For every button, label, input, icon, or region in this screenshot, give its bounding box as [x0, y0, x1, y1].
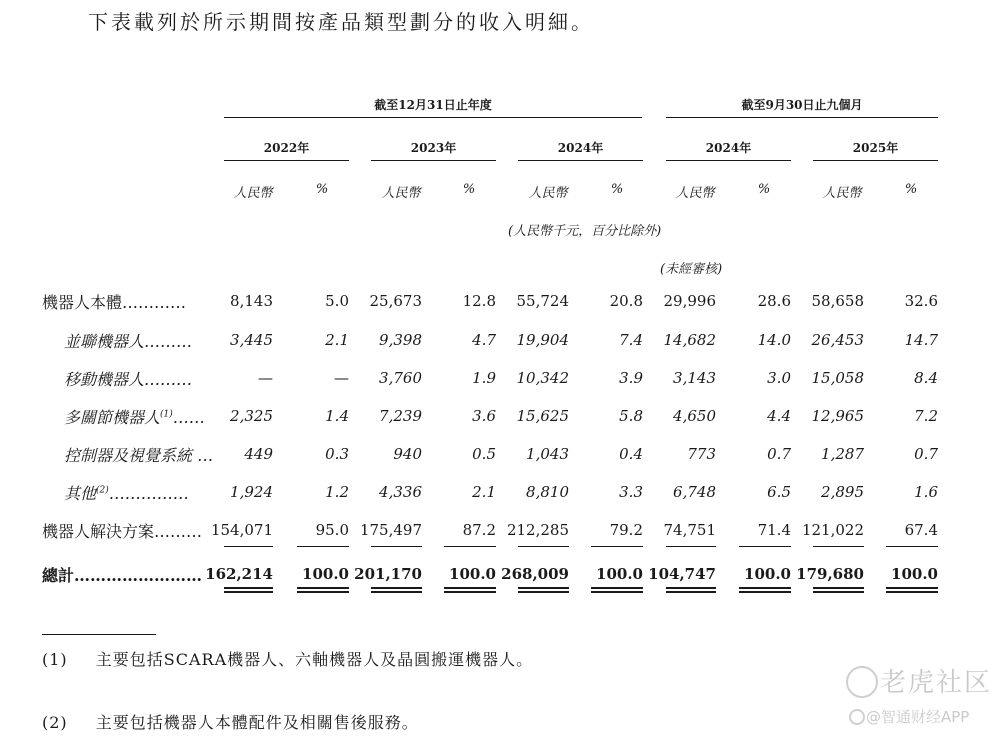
table-cell-r6-c1: 95.0: [315, 521, 349, 539]
currency-label-2: 人民幣: [528, 186, 568, 201]
percent-label-1: %: [462, 182, 476, 197]
row-label-5: 其他$^{(2)}$……………: [64, 484, 189, 503]
table-cell-r7-c1: 100.0: [302, 565, 349, 583]
table-cell-r5-c5: 3.3: [619, 483, 643, 501]
year-header-rule-3: [666, 160, 791, 161]
table-cell-r2-c9: 8.4: [914, 369, 938, 387]
watermark-tiger: 老虎社区: [880, 668, 993, 698]
table-cell-r5-c7: 6.5: [767, 483, 791, 501]
table-cell-r6-c8: 121,022: [801, 521, 864, 539]
currency-label-1: 人民幣: [381, 186, 421, 201]
footnote-1-num: (1): [42, 650, 68, 669]
row-label-7: 總計……………………: [42, 566, 203, 585]
row-label-superscript-5: (2): [96, 485, 109, 496]
table-cell-r7-c9: 100.0: [891, 565, 938, 583]
table-cell-r5-c2: 4,336: [379, 483, 422, 501]
year-header-rule-1: [371, 160, 496, 161]
table-cell-r0-c5: 20.8: [609, 292, 643, 310]
total-double-rule-5-1: [591, 591, 643, 593]
table-cell-r4-c8: 1,287: [821, 445, 864, 463]
year-header-rule-2: [518, 160, 643, 161]
table-cell-r5-c1: 1.2: [325, 483, 349, 501]
table-cell-r5-c9: 1.6: [914, 483, 938, 501]
table-cell-r6-c9: 67.4: [904, 521, 938, 539]
table-cell-r0-c3: 12.8: [462, 292, 496, 310]
row-label-0: 機器人本體…………: [42, 293, 187, 312]
table-cell-r1-c4: 19,904: [516, 331, 569, 349]
year-header-1: 2023年: [410, 141, 457, 155]
row-label-2: 移動機器人………: [64, 370, 193, 389]
table-cell-r6-c0: 154,071: [210, 521, 273, 539]
total-double-rule-9-1: [886, 591, 938, 593]
unit-note: (人民幣千元，百分比除外): [508, 224, 662, 239]
total-double-rule-4-1: [518, 591, 569, 593]
table-cell-r0-c1: 5.0: [325, 292, 349, 310]
table-cell-r1-c7: 14.0: [757, 331, 791, 349]
total-double-rule-4-0: [518, 587, 569, 589]
table-cell-r0-c6: 29,996: [663, 292, 716, 310]
tiger-logo-icon: [846, 666, 878, 698]
table-cell-r1-c6: 14,682: [663, 331, 716, 349]
subtotal-rule-1: [297, 546, 349, 547]
table-cell-r0-c4: 55,724: [516, 292, 569, 310]
table-cell-r2-c1: —: [334, 369, 349, 387]
total-double-rule-6-1: [666, 591, 716, 593]
table-cell-r4-c5: 0.4: [619, 445, 643, 463]
table-cell-r2-c6: 3,143: [673, 369, 716, 387]
percent-label-4: %: [904, 182, 918, 197]
subtotal-rule-7: [739, 546, 791, 547]
table-cell-r0-c0: 8,143: [230, 292, 273, 310]
table-cell-r5-c8: 2,895: [821, 483, 864, 501]
table-cell-r7-c4: 268,009: [501, 565, 569, 583]
header-rule-group2: [666, 117, 938, 118]
table-cell-r2-c0: —: [258, 369, 273, 387]
subtotal-rule-3: [444, 546, 496, 547]
row-label-superscript-3: (1): [160, 409, 173, 420]
header-group-full-year: 截至12月31日止年度: [374, 98, 492, 112]
table-cell-r3-c8: 12,965: [811, 407, 864, 425]
percent-label-0: %: [315, 182, 329, 197]
table-cell-r7-c6: 104,747: [648, 565, 716, 583]
table-cell-r4-c6: 773: [687, 445, 716, 463]
total-double-rule-9-0: [886, 587, 938, 589]
table-cell-r1-c3: 4.7: [472, 331, 496, 349]
table-cell-r4-c9: 0.7: [914, 445, 938, 463]
table-cell-r2-c8: 15,058: [811, 369, 864, 387]
row-label-3: 多關節機器人$^{(1)}$……: [64, 408, 205, 427]
table-cell-r5-c3: 2.1: [472, 483, 496, 501]
table-cell-r3-c1: 1.4: [325, 407, 349, 425]
footnote-2-num: (2): [42, 713, 68, 732]
percent-label-2: %: [610, 182, 624, 197]
table-cell-r7-c0: 162,214: [205, 565, 273, 583]
currency-label-3: 人民幣: [675, 186, 715, 201]
total-double-rule-3-1: [444, 591, 496, 593]
table-cell-r0-c7: 28.6: [757, 292, 791, 310]
table-cell-r0-c8: 58,658: [811, 292, 864, 310]
subtotal-rule-0: [224, 546, 273, 547]
table-cell-r3-c2: 7,239: [379, 407, 422, 425]
table-cell-r1-c2: 9,398: [379, 331, 422, 349]
total-double-rule-6-0: [666, 587, 716, 589]
table-cell-r3-c9: 7.2: [914, 407, 938, 425]
table-cell-r7-c3: 100.0: [449, 565, 496, 583]
table-cell-r4-c0: 449: [244, 445, 273, 463]
table-cell-r1-c5: 7.4: [619, 331, 643, 349]
subtotal-rule-9: [886, 546, 938, 547]
table-cell-r6-c4: 212,285: [506, 521, 569, 539]
total-double-rule-0-0: [224, 587, 273, 589]
year-header-rule-0: [224, 160, 349, 161]
total-double-rule-2-1: [371, 591, 422, 593]
table-cell-r3-c6: 4,650: [673, 407, 716, 425]
table-cell-r7-c2: 201,170: [354, 565, 422, 583]
table-cell-r1-c9: 14.7: [904, 331, 938, 349]
table-cell-r4-c3: 0.5: [472, 445, 496, 463]
header-rule-group1: [224, 117, 642, 118]
total-double-rule-0-1: [224, 591, 273, 593]
table-cell-r4-c4: 1,043: [526, 445, 569, 463]
total-double-rule-8-0: [813, 587, 864, 589]
currency-label-4: 人民幣: [822, 186, 862, 201]
table-cell-r5-c0: 1,924: [230, 483, 273, 501]
row-label-6: 機器人解決方案………: [42, 522, 203, 541]
table-cell-r4-c1: 0.3: [325, 445, 349, 463]
table-cell-r1-c1: 2.1: [325, 331, 349, 349]
table-cell-r6-c3: 87.2: [462, 521, 496, 539]
table-cell-r5-c4: 8,810: [526, 483, 569, 501]
subtotal-rule-4: [518, 546, 569, 547]
zhitong-logo-icon: [849, 709, 865, 725]
watermark-zhitong: @智通财经APP: [866, 708, 970, 726]
total-double-rule-7-0: [739, 587, 791, 589]
table-cell-r7-c5: 100.0: [596, 565, 643, 583]
currency-label-0: 人民幣: [233, 186, 273, 201]
total-double-rule-3-0: [444, 587, 496, 589]
year-header-3: 2024年: [705, 141, 752, 155]
footnote-2: [42, 710, 419, 733]
table-cell-r3-c5: 5.8: [619, 407, 643, 425]
subtotal-rule-6: [666, 546, 716, 547]
table-cell-r2-c5: 3.9: [619, 369, 643, 387]
intro-text: 下表載列於所示期間按產品類型劃分的收入明細。: [88, 10, 594, 34]
table-cell-r3-c7: 4.4: [767, 407, 791, 425]
total-double-rule-2-0: [371, 587, 422, 589]
table-cell-r5-c6: 6,748: [673, 483, 716, 501]
footnote-1: [42, 647, 533, 670]
table-cell-r6-c5: 79.2: [609, 521, 643, 539]
table-cell-r0-c2: 25,673: [369, 292, 422, 310]
percent-label-3: %: [757, 182, 771, 197]
year-header-4: 2025年: [852, 141, 899, 155]
total-double-rule-1-0: [297, 587, 349, 589]
total-double-rule-5-0: [591, 587, 643, 589]
subtotal-rule-5: [591, 546, 643, 547]
year-header-rule-4: [813, 160, 938, 161]
table-cell-r2-c4: 10,342: [516, 369, 569, 387]
row-label-1: 並聯機器人………: [64, 332, 193, 351]
header-group-nine-months: 截至9月30日止九個月: [741, 98, 863, 112]
table-cell-r2-c2: 3,760: [379, 369, 422, 387]
table-cell-r7-c8: 179,680: [796, 565, 864, 583]
table-cell-r2-c7: 3.0: [767, 369, 791, 387]
total-double-rule-7-1: [739, 591, 791, 593]
table-cell-r0-c9: 32.6: [904, 292, 938, 310]
table-cell-r4-c2: 940: [393, 445, 422, 463]
footnote-2-text: 主要包括機器人本體配件及相關售後服務。: [95, 713, 419, 732]
table-cell-r6-c2: 175,497: [359, 521, 422, 539]
year-header-2: 2024年: [557, 141, 604, 155]
table-cell-r3-c3: 3.6: [472, 407, 496, 425]
table-cell-r4-c7: 0.7: [767, 445, 791, 463]
table-cell-r3-c0: 2,325: [230, 407, 273, 425]
subtotal-rule-8: [813, 546, 864, 547]
table-cell-r2-c3: 1.9: [472, 369, 496, 387]
table-cell-r3-c4: 15,625: [516, 407, 569, 425]
table-cell-r7-c7: 100.0: [744, 565, 791, 583]
footnote-divider: [42, 634, 156, 635]
table-cell-r6-c6: 74,751: [663, 521, 716, 539]
table-cell-r1-c0: 3,445: [230, 331, 273, 349]
total-double-rule-8-1: [813, 591, 864, 593]
unaudited-note: (未經審核): [660, 262, 723, 277]
table-cell-r1-c8: 26,453: [811, 331, 864, 349]
subtotal-rule-2: [371, 546, 422, 547]
table-cell-r6-c7: 71.4: [757, 521, 791, 539]
row-label-4: 控制器及視覺系統 …: [64, 446, 214, 465]
footnote-1-text: 主要包括SCARA機器人、六軸機器人及晶圓搬運機器人。: [95, 650, 534, 669]
year-header-0: 2022年: [263, 141, 310, 155]
total-double-rule-1-1: [297, 591, 349, 593]
